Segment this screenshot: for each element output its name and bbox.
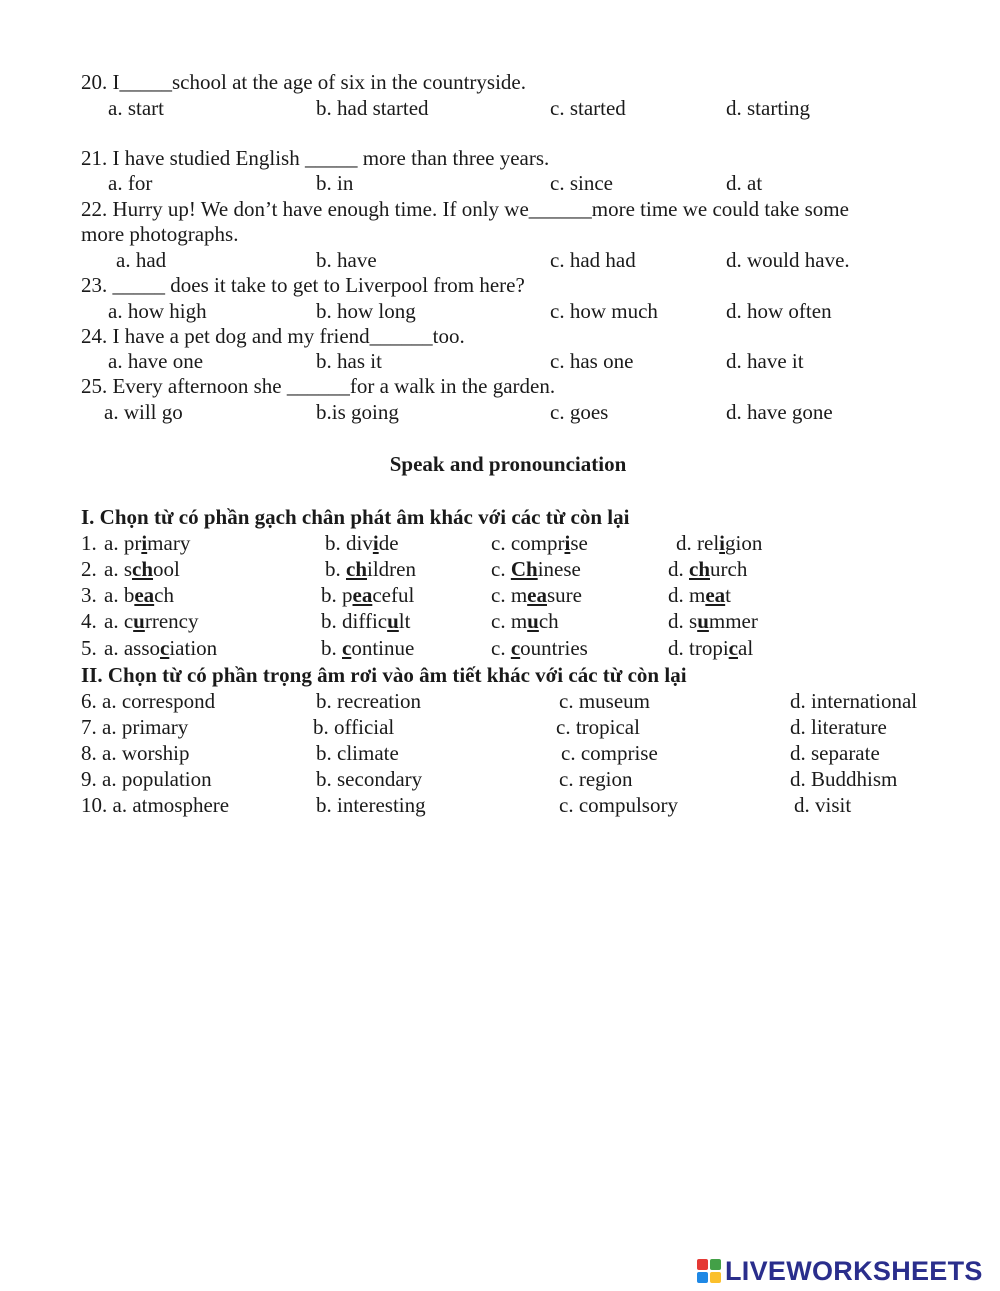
- row-number: 3.: [81, 583, 97, 607]
- logo-square: [710, 1259, 721, 1270]
- word-part: m: [689, 583, 706, 607]
- logo-icon: [697, 1259, 721, 1283]
- underlined-letters: u: [697, 609, 709, 633]
- word-part: ontinue: [351, 636, 415, 660]
- word-part: p: [342, 583, 353, 607]
- option-a: 6. a. correspond: [81, 689, 216, 713]
- underlined-letters: i: [141, 531, 148, 555]
- pronunciation-option: [325, 557, 416, 582]
- question-stem: 25. Every afternoon she ______for a walk in the garden.: [81, 374, 556, 398]
- word-part: mary: [147, 531, 191, 555]
- option-d: d. how often: [726, 299, 832, 323]
- underlined-letters: c: [160, 636, 170, 660]
- option-letter: d.: [668, 557, 689, 581]
- option-a: a. for: [108, 171, 153, 195]
- question-stem: 24. I have a pet dog and my friend______too.: [81, 324, 465, 348]
- option-d: d. visit: [794, 793, 852, 817]
- option-a: a. have one: [108, 349, 204, 373]
- pronunciation-option: [321, 636, 414, 661]
- option-c: c. region: [559, 767, 633, 791]
- logo-square: [697, 1272, 708, 1283]
- underlined-letters: c: [728, 636, 738, 660]
- option-d: d. have gone: [726, 400, 833, 424]
- underlined-letters: u: [527, 609, 539, 633]
- word-part: rrency: [144, 609, 199, 633]
- question-stem-continued: more photographs.: [81, 222, 239, 246]
- option-letter: d.: [676, 531, 697, 555]
- option-letter: c.: [491, 636, 511, 660]
- word-part: lt: [398, 609, 411, 633]
- option-c: c. has one: [550, 349, 634, 373]
- word-part: tropi: [689, 636, 729, 660]
- word-part: iation: [169, 636, 218, 660]
- option-c: c. comprise: [561, 741, 658, 765]
- question-stem: 23. _____ does it take to get to Liverpool from here?: [81, 273, 525, 297]
- option-b: b. secondary: [316, 767, 423, 791]
- underlined-letters: c: [510, 636, 521, 660]
- logo-text: LIVEWORKSHEETS: [725, 1255, 983, 1286]
- option-letter: b.: [321, 609, 342, 633]
- word-part: inese: [537, 557, 581, 581]
- underlined-letters: ea: [352, 583, 373, 607]
- pronunciation-option: [491, 609, 559, 634]
- row-number: 5.: [81, 636, 97, 660]
- option-d: d. at: [726, 171, 763, 195]
- pronunciation-option: [104, 531, 190, 556]
- option-b: b. has it: [316, 349, 382, 373]
- part2-heading: II. Chọn từ có phần trọng âm rơi vào âm tiết khác với các từ còn lại: [81, 663, 687, 687]
- pronunciation-option: [321, 609, 410, 634]
- underlined-letters: i: [564, 531, 571, 555]
- word-part: ountries: [520, 636, 588, 660]
- option-letter: c.: [491, 609, 511, 633]
- pronunciation-option: [491, 531, 588, 556]
- option-d: d. would have.: [726, 248, 850, 272]
- word-part: c: [123, 609, 134, 633]
- word-part: ildren: [367, 557, 416, 581]
- option-b: b. in: [316, 171, 354, 195]
- option-letter: a.: [104, 636, 124, 660]
- pronunciation-option: [321, 583, 414, 608]
- option-b: b. interesting: [316, 793, 426, 817]
- option-c: c. tropical: [556, 715, 640, 739]
- pronunciation-option: [668, 609, 758, 634]
- pronunciation-option: [104, 609, 198, 634]
- option-letter: b.: [325, 531, 346, 555]
- option-letter: a.: [104, 583, 124, 607]
- option-c: c. goes: [550, 400, 609, 424]
- option-d: d. Buddhism: [790, 767, 898, 791]
- option-b: b.is going: [316, 400, 399, 424]
- option-c: c. had had: [550, 248, 636, 272]
- option-letter: b.: [325, 557, 346, 581]
- option-a: 10. a. atmosphere: [81, 793, 230, 817]
- logo-square: [710, 1272, 721, 1283]
- word-part: rel: [697, 531, 720, 555]
- pronunciation-option: [104, 636, 217, 661]
- word-part: ceful: [372, 583, 415, 607]
- pronunciation-option: [491, 636, 588, 661]
- word-part: b: [123, 583, 135, 607]
- pronunciation-option: [668, 583, 731, 608]
- option-letter: c.: [491, 531, 511, 555]
- option-d: d. starting: [726, 96, 810, 120]
- option-d: d. literature: [790, 715, 887, 739]
- pronunciation-option: [491, 557, 581, 582]
- option-b: b. have: [316, 248, 377, 272]
- underlined-letters: ch: [346, 557, 367, 581]
- underlined-letters: u: [133, 609, 145, 633]
- word-part: sure: [547, 583, 582, 607]
- underlined-letters: ea: [527, 583, 547, 607]
- word-part: urch: [710, 557, 748, 581]
- liveworksheets-logo: [697, 1255, 983, 1287]
- option-b: b. recreation: [316, 689, 421, 713]
- option-letter: b.: [321, 636, 342, 660]
- word-part: div: [346, 531, 373, 555]
- option-letter: d.: [668, 609, 689, 633]
- option-d: d. separate: [790, 741, 880, 765]
- logo-square: [697, 1259, 708, 1270]
- option-a: a. how high: [108, 299, 207, 323]
- option-a: a. start: [108, 96, 164, 120]
- underlined-letters: ea: [134, 583, 155, 607]
- word-part: al: [738, 636, 754, 660]
- option-letter: c.: [491, 557, 511, 581]
- underlined-letters: Ch: [510, 557, 538, 581]
- word-part: compr: [510, 531, 565, 555]
- row-number: 4.: [81, 609, 97, 633]
- underlined-letters: ea: [705, 583, 726, 607]
- word-part: s: [689, 609, 698, 633]
- option-letter: a.: [104, 531, 124, 555]
- option-letter: d.: [668, 636, 689, 660]
- option-letter: d.: [668, 583, 689, 607]
- pronunciation-option: [668, 557, 747, 582]
- word-part: gion: [725, 531, 763, 555]
- option-letter: c.: [491, 583, 511, 607]
- option-c: c. since: [550, 171, 613, 195]
- option-a: a. will go: [104, 400, 183, 424]
- question-stem: 22. Hurry up! We don’t have enough time. If only we______more time we could take some: [81, 197, 849, 221]
- word-part: se: [570, 531, 588, 555]
- word-part: m: [510, 609, 528, 633]
- option-a: 9. a. population: [81, 767, 212, 791]
- word-part: de: [378, 531, 399, 555]
- option-a: a. had: [116, 248, 167, 272]
- underlined-letters: i: [372, 531, 379, 555]
- underlined-letters: i: [719, 531, 725, 555]
- pronunciation-option: [676, 531, 762, 556]
- option-c: c. how much: [550, 299, 658, 323]
- option-b: b. had started: [316, 96, 429, 120]
- option-a: 8. a. worship: [81, 741, 190, 765]
- option-a: 7. a. primary: [81, 715, 189, 739]
- word-part: s: [123, 557, 133, 581]
- part1-heading: I. Chọn từ có phần gạch chân phát âm khác với các từ còn lại: [81, 505, 630, 529]
- option-b: b. climate: [316, 741, 399, 765]
- pronunciation-option: [668, 636, 753, 661]
- pronunciation-option: [104, 557, 180, 582]
- word-part: mmer: [708, 609, 758, 633]
- option-c: c. museum: [559, 689, 650, 713]
- word-part: asso: [123, 636, 160, 660]
- option-d: d. international: [790, 689, 918, 713]
- pronunciation-option: [104, 583, 174, 608]
- underlined-letters: ch: [132, 557, 154, 581]
- word-part: m: [510, 583, 528, 607]
- underlined-letters: c: [342, 636, 352, 660]
- pronunciation-option: [325, 531, 399, 556]
- word-part: t: [725, 583, 732, 607]
- option-b: b. official: [313, 715, 395, 739]
- section-title: Speak and pronounciation: [389, 452, 627, 476]
- option-b: b. how long: [316, 299, 416, 323]
- question-stem: 20. I_____school at the age of six in the countryside.: [81, 70, 526, 94]
- row-number: 2.: [81, 557, 97, 581]
- word-part: pr: [123, 531, 142, 555]
- underlined-letters: u: [387, 609, 399, 633]
- option-letter: a.: [104, 609, 124, 633]
- option-c: c. started: [550, 96, 626, 120]
- question-stem: 21. I have studied English _____ more than three years.: [81, 146, 550, 170]
- option-d: d. have it: [726, 349, 804, 373]
- underlined-letters: ch: [689, 557, 710, 581]
- row-number: 1.: [81, 531, 97, 555]
- option-c: c. compulsory: [559, 793, 678, 817]
- word-part: ool: [153, 557, 180, 581]
- option-letter: b.: [321, 583, 342, 607]
- option-letter: a.: [104, 557, 124, 581]
- word-part: ch: [154, 583, 174, 607]
- word-part: ch: [538, 609, 559, 633]
- word-part: diffic: [342, 609, 388, 633]
- pronunciation-option: [491, 583, 582, 608]
